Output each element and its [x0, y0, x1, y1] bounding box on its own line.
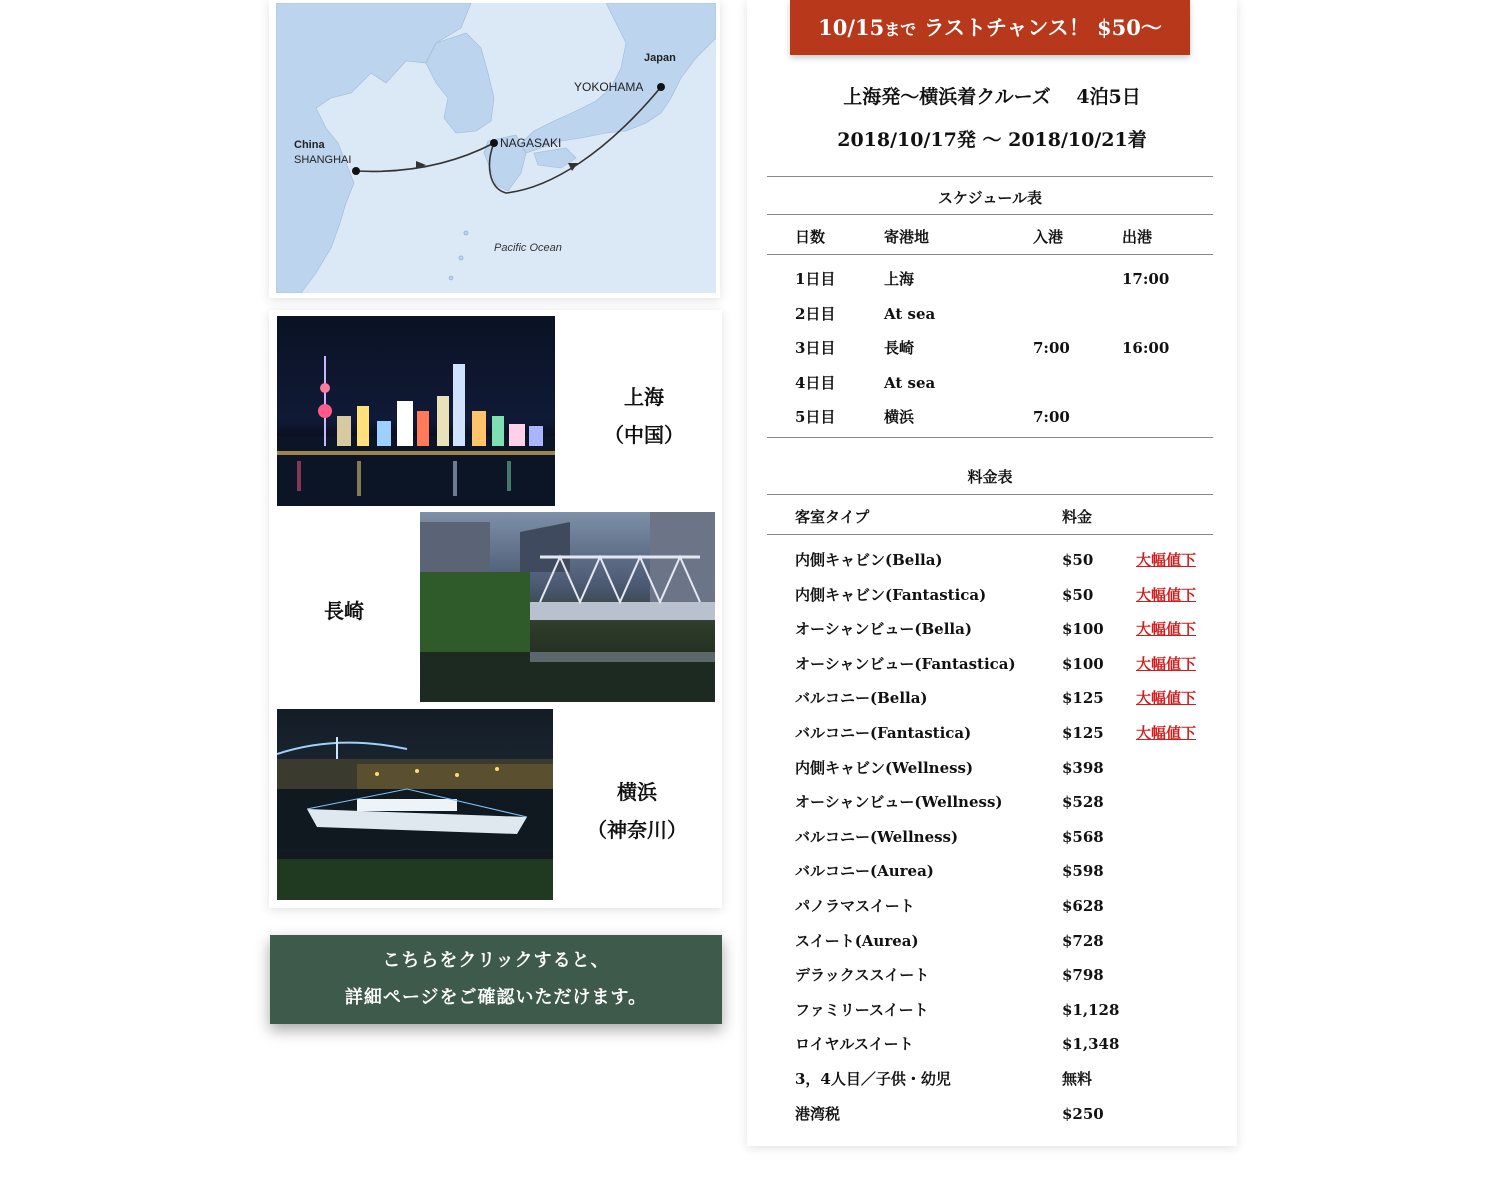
schedule-cell-port: 上海 [884, 270, 915, 288]
map-island [459, 256, 463, 260]
schedule-row [747, 338, 1237, 372]
cabin-price: 無料 [1062, 1070, 1093, 1088]
cabin-price: $568 [1062, 827, 1104, 846]
discount-link[interactable]: 大幅値下 [1136, 689, 1197, 708]
map-label-china: China [294, 139, 325, 151]
cabin-price: $50 [1062, 551, 1094, 569]
pricing-row [747, 758, 1237, 792]
yokohama-photo [277, 709, 553, 900]
route-map [276, 3, 716, 293]
schedule-cell-arrive: 7:00 [1033, 408, 1070, 427]
map-island [464, 231, 468, 235]
cabin-type: 港湾税 [795, 1104, 841, 1123]
schedule-cell-port: 長崎 [884, 339, 915, 358]
pricing-row [747, 1000, 1237, 1034]
port-sub: （中国） [604, 423, 684, 447]
pricing-row [747, 861, 1237, 895]
cruise-dates: 2018/10/17発 ～ 2018/10/21着 [837, 129, 1147, 151]
schedule-cell-depart: 17:00 [1122, 270, 1170, 288]
cabin-type: 内側キャビン(Wellness) [795, 758, 974, 777]
schedule-row [747, 304, 1237, 338]
schedule-header-arrive: 入港 [1033, 228, 1064, 246]
cabin-price: $798 [1062, 966, 1104, 985]
map-label-ocean: Pacific Ocean [494, 242, 562, 254]
cabin-price: $250 [1062, 1104, 1104, 1123]
divider [767, 254, 1213, 255]
schedule-cell-port: At sea [884, 373, 936, 392]
cabin-price: $1,128 [1062, 1000, 1120, 1019]
cabin-type: ロイヤルスイート [795, 1035, 914, 1054]
details-button-line1: こちらをクリックすると、 [382, 950, 610, 971]
pricing-row [747, 1104, 1237, 1138]
promo-date: 10/15 [818, 15, 885, 40]
cabin-type: パノラマスイート [795, 897, 915, 915]
port-marker-yokohama [657, 83, 665, 91]
port-sub: （神奈川） [587, 818, 687, 842]
schedule-cell-port: At sea [884, 304, 936, 323]
divider [767, 176, 1213, 177]
pricing-row [747, 965, 1237, 999]
port-name: 横浜 [617, 780, 657, 804]
discount-link[interactable]: 大幅値下 [1136, 585, 1197, 604]
port-label-shanghai [569, 378, 719, 454]
shanghai-photo [277, 316, 555, 506]
schedule-cell-day: 3日目 [795, 339, 836, 358]
cabin-type: オーシャンビュー(Wellness) [795, 793, 1003, 812]
divider [767, 534, 1213, 535]
cabin-price: $628 [1062, 897, 1104, 915]
schedule-header-day: 日数 [795, 228, 826, 246]
schedule-title: スケジュール表 [937, 189, 1043, 207]
yokohama-harbor [277, 709, 553, 900]
port-marker-shanghai [352, 167, 360, 175]
cabin-type: デラックススイート [795, 966, 930, 985]
cabin-type: ファミリースイート [795, 1000, 929, 1019]
cabin-type: 内側キャビン(Bella) [795, 551, 943, 569]
map-label-yokohama: YOKOHAMA [574, 80, 644, 94]
pricing-row [747, 585, 1237, 619]
pricing-row [747, 550, 1237, 584]
map-island [449, 276, 453, 280]
port-name: 長崎 [324, 599, 364, 623]
cabin-type: バルコニー(Wellness) [795, 827, 959, 846]
cabin-type: バルコニー(Aurea) [795, 862, 934, 881]
schedule-cell-day: 4日目 [795, 373, 836, 392]
details-button-line2: 詳細ページをご確認いただけます。 [344, 987, 648, 1008]
cabin-type: 3，4人目／子供・幼児 [795, 1070, 951, 1088]
schedule-header-depart: 出港 [1122, 228, 1153, 246]
pricing-row [747, 931, 1237, 965]
pricing-row [747, 654, 1237, 688]
cabin-price: $50 [1062, 585, 1094, 604]
map-label-japan: Japan [644, 52, 676, 64]
cruise-title: 上海発～横浜着クルーズ 4泊5日 [843, 86, 1141, 108]
discount-link[interactable]: 大幅値下 [1136, 654, 1197, 673]
discount-link[interactable]: 大幅値下 [1136, 724, 1197, 742]
cabin-price: $1,348 [1062, 1035, 1120, 1054]
promo-banner [790, 0, 1190, 55]
cabin-price: $125 [1062, 689, 1104, 708]
pricing-row [747, 1034, 1237, 1068]
cabin-type: 内側キャビン(Fantastica) [795, 585, 987, 604]
pricing-row [747, 896, 1237, 930]
pricing-title: 料金表 [967, 468, 1013, 486]
divider [767, 214, 1213, 215]
divider [767, 437, 1213, 438]
cabin-price: $728 [1062, 931, 1104, 950]
cabin-type: スイート(Aurea) [795, 931, 919, 950]
map-label-nagasaki: NAGASAKI [500, 136, 562, 150]
cabin-price: $100 [1062, 620, 1104, 639]
schedule-cell-depart: 16:00 [1122, 339, 1170, 358]
pricing-header-price: 料金 [1062, 508, 1093, 526]
ports-card [269, 310, 722, 908]
pricing-row [747, 792, 1237, 826]
map-label-shanghai: SHANGHAI [294, 154, 352, 166]
pricing-header-type: 客室タイプ [795, 508, 870, 526]
divider [767, 494, 1213, 495]
schedule-cell-day: 2日目 [795, 304, 836, 323]
cabin-price: $598 [1062, 862, 1104, 881]
promo-text: ラストチャンス！ $50～ [916, 15, 1162, 40]
port-label-nagasaki [269, 592, 419, 630]
cabin-type: オーシャンビュー(Fantastica) [795, 654, 1016, 673]
cruise-info-card [747, 0, 1237, 1146]
cabin-type: オーシャンビュー(Bella) [795, 620, 972, 639]
pricing-row [747, 688, 1237, 722]
schedule-row [747, 269, 1237, 303]
pricing-row [747, 619, 1237, 653]
schedule-cell-day: 1日目 [795, 270, 836, 288]
port-name: 上海 [624, 385, 664, 409]
promo-small: まで [884, 20, 917, 39]
pricing-row [747, 827, 1237, 861]
schedule-cell-arrive: 7:00 [1033, 339, 1070, 358]
port-label-yokohama [561, 773, 713, 849]
schedule-header-port: 寄港地 [884, 228, 930, 246]
route-map-card [269, 0, 720, 298]
pricing-row [747, 723, 1237, 757]
cabin-price: $125 [1062, 724, 1104, 742]
pricing-row [747, 1069, 1237, 1103]
port-marker-nagasaki [490, 139, 498, 147]
nagasaki-photo [420, 512, 715, 702]
shanghai-skyline [277, 316, 555, 506]
nagasaki-bridge [420, 512, 715, 702]
cabin-type: バルコニー(Fantastica) [795, 724, 972, 742]
discount-link[interactable]: 大幅値下 [1136, 551, 1197, 569]
schedule-cell-port: 横浜 [884, 408, 915, 427]
schedule-row [747, 373, 1237, 407]
details-button[interactable] [270, 935, 722, 1024]
cabin-price: $100 [1062, 654, 1104, 673]
cabin-type: バルコニー(Bella) [795, 689, 928, 708]
schedule-cell-day: 5日目 [795, 408, 836, 427]
discount-link[interactable]: 大幅値下 [1136, 620, 1197, 639]
cabin-price: $528 [1062, 793, 1104, 812]
cabin-price: $398 [1062, 758, 1104, 777]
